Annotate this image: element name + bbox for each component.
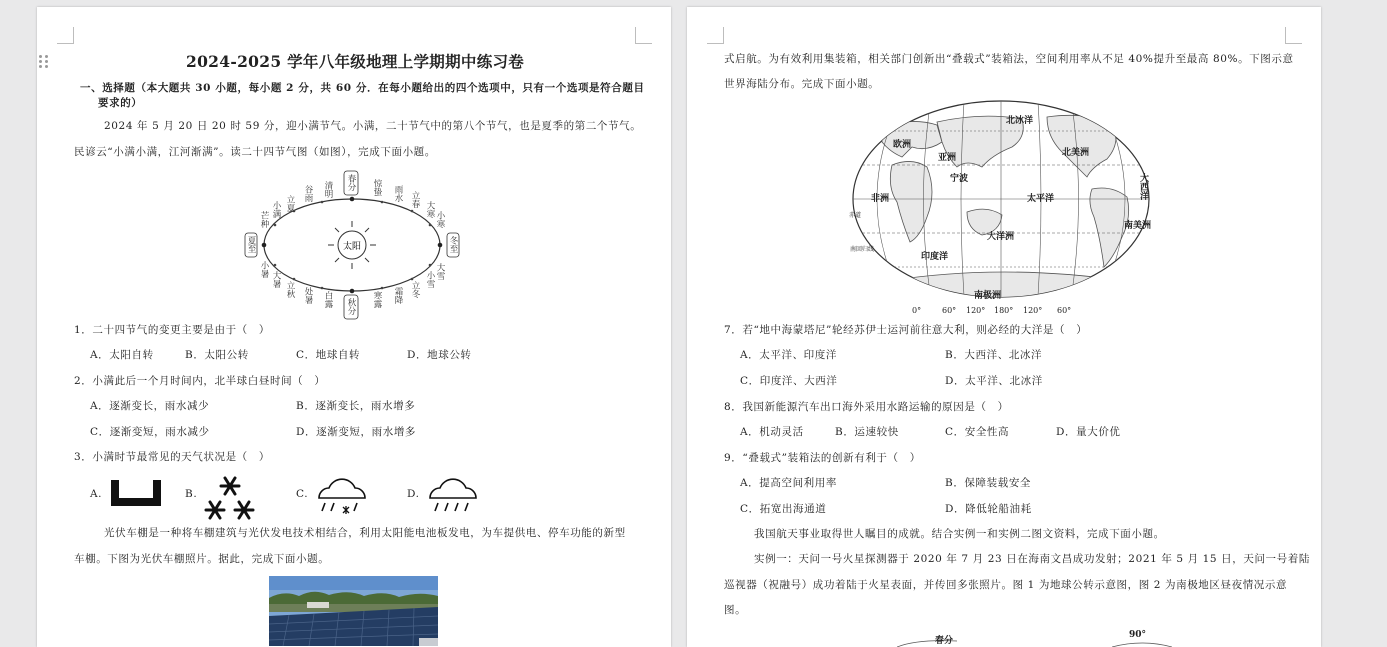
lon-tick: 60°: [942, 306, 957, 315]
lon-tick: 120°: [966, 306, 986, 315]
fig-label: 90°: [1129, 630, 1147, 640]
term-label: 寒露: [372, 291, 382, 308]
option: D．降低轮船油耗: [945, 503, 1032, 515]
term-label-summer-solstice: 夏至: [246, 236, 256, 253]
crop-mark: [635, 27, 652, 44]
option: C．印度洋、大西洋: [740, 375, 838, 387]
term-label-autumn-equinox: 秋分: [346, 298, 356, 315]
page-title: 2024-2025 学年八年级地理上学期期中练习卷: [186, 52, 525, 71]
term-label-winter-solstice: 冬至: [448, 236, 458, 253]
map-label: 大洋洲: [987, 232, 1015, 242]
continuation-text: 世界海陆分布。完成下面小题。: [724, 78, 880, 90]
option: C．逐渐变短，雨水减少: [90, 426, 210, 438]
drag-handle-icon[interactable]: [39, 55, 49, 69]
pv-intro-text: 光伏车棚是一种将车棚建筑与光伏发电技术相结合，利用太阳能电池板发电，为车提供电、停车功能的新型: [104, 527, 626, 539]
term-label: 小寒: [435, 211, 445, 228]
sun-label: 太阳: [342, 242, 362, 252]
lon-tick: 120°: [1023, 306, 1043, 315]
map-label: 南回归线: [850, 246, 875, 253]
example-text: 巡视器（祝融号）成功着陆于火星表面，并传回多张照片。图 1 为地球公转示意图，图 2 为南极地区昼夜情况示意: [724, 579, 1288, 591]
option: D．地球公转: [407, 349, 472, 361]
map-label: 欧洲: [893, 140, 912, 150]
map-label: 赤道: [849, 212, 862, 219]
solar-carport-photo: [269, 576, 438, 646]
option: B．太阳公转: [185, 349, 249, 361]
lon-tick: 0°: [912, 306, 922, 315]
map-label: 宁波: [950, 174, 969, 184]
option: D．太平洋、北冰洋: [945, 375, 1043, 387]
term-label: 惊蛰: [372, 179, 382, 196]
map-label: 大西洋: [1138, 173, 1148, 200]
document-page-1: [37, 7, 671, 647]
orbit-point: [262, 243, 267, 248]
lon-tick: 60°: [1057, 306, 1072, 315]
option: D．逐渐变短，雨水增多: [296, 426, 417, 438]
question-1: 1．二十四节气的变更主要是由于（ ）: [74, 324, 270, 336]
term-label: 谷雨: [303, 185, 313, 202]
orbit-point: [350, 197, 355, 202]
term-label: 白露: [323, 291, 333, 308]
term-label: 小暑: [259, 261, 269, 278]
option: B．逐渐变长，雨水增多: [296, 400, 416, 412]
option: C.: [296, 488, 309, 500]
snowflakes-icon: [202, 475, 258, 523]
pv-intro-text: 车棚。下图为光伏车棚照片。据此，完成下面小题。: [74, 553, 330, 565]
option: A．机动灵活: [740, 426, 804, 438]
crop-mark: [1285, 27, 1302, 44]
option: A．逐渐变长，雨水减少: [90, 400, 210, 412]
option: A．提高空间利用率: [740, 477, 837, 489]
rain-cloud-icon: [424, 476, 480, 520]
term-label: 清明: [323, 181, 333, 198]
longitude-ticks: [912, 306, 1071, 315]
orbit-point: [438, 243, 443, 248]
lon-tick: 180°: [994, 306, 1014, 315]
term-label: 立春: [410, 191, 420, 208]
option: B.: [185, 488, 198, 500]
term-label: 处暑: [303, 287, 313, 304]
intro-text: 民谚云“小满小满，江河渐满”。读二十四节气图（如图），完成下面小题。: [74, 146, 436, 158]
term-label: 立夏: [285, 195, 295, 212]
option: A．太平洋、印度洋: [740, 349, 837, 361]
space-intro-text: 我国航天事业取得世人瞩目的成就。结合实例一和实例二图文资料，完成下面小题。: [754, 528, 1165, 540]
question-7: 7．若“地中海蒙塔尼”轮经苏伊士运河前往意大利，则必经的大洋是（ ）: [724, 324, 1088, 336]
option: A．太阳自转: [90, 349, 154, 361]
section-heading: 一、选择题（本大题共 30 小题，每小题 2 分，共 60 分．在每小题给出的四个选项中，只有一个选项是符合题目: [80, 82, 645, 94]
option: C．地球自转: [296, 349, 361, 361]
option: C．安全性高: [945, 426, 1010, 438]
fig-label: 春分: [935, 636, 954, 646]
option: D．量大价优: [1056, 426, 1121, 438]
option: C．拓宽出海通道: [740, 503, 827, 515]
map-label: 南美洲: [1124, 221, 1152, 231]
map-label: 北美洲: [1062, 148, 1090, 158]
section-heading-cont: 要求的）: [98, 97, 143, 109]
term-label: 立秋: [285, 281, 295, 298]
question-2: 2．小满此后一个月时间内，北半球白昼时间（ ）: [74, 375, 326, 387]
polar-figure-partial: [1112, 639, 1172, 647]
question-8: 8．我国新能源汽车出口海外采用水路运输的原因是（ ）: [724, 401, 1009, 413]
option: A.: [90, 488, 103, 500]
term-label: 小满: [271, 201, 281, 218]
example-text: 图。: [724, 604, 747, 616]
continuation-text: 式启航。为有效利用集装箱，相关部门创新出“叠载式”装箱法，空间利用率从不足 40%提升至最高 80%。下图示意: [724, 53, 1294, 65]
term-label: 小雪: [425, 271, 435, 288]
intro-text: 2024 年 5 月 20 日 20 时 59 分，迎小满节气。小满，二十节气中的第八个节气，也是夏季的第二个节气。: [104, 120, 642, 132]
map-label: 亚洲: [938, 153, 957, 163]
map-label: 北冰洋: [1006, 116, 1034, 126]
map-label: 印度洋: [921, 252, 949, 262]
crop-mark: [57, 27, 74, 44]
term-label: 芒种: [259, 211, 269, 228]
orbit-point: [350, 289, 355, 294]
solar-terms-figure: [242, 165, 467, 325]
question-9: 9．“叠载式”装箱法的创新有利于（ ）: [724, 452, 921, 464]
world-map: [842, 97, 1160, 315]
term-label: 雨水: [393, 185, 403, 202]
option: B．大西洋、北冰洋: [945, 349, 1043, 361]
term-label: 大雪: [435, 263, 445, 280]
option: B．运速较快: [835, 426, 899, 438]
question-3: 3．小满时节最常见的天气状况是（ ）: [74, 451, 270, 463]
option: D.: [407, 488, 420, 500]
option: B．保障装载安全: [945, 477, 1032, 489]
term-label: 大暑: [271, 271, 281, 288]
map-label: 非洲: [871, 194, 890, 204]
term-label-spring-equinox: 春分: [346, 174, 356, 191]
map-label: 南极洲: [974, 291, 1002, 301]
heavy-rain-symbol-icon: [109, 478, 164, 508]
crop-mark: [707, 27, 724, 44]
example-text: 实例一：天问一号火星探测器于 2020 年 7 月 23 日在海南文昌成功发射；2021 年 5 月 15 日，天问一号着陆: [754, 553, 1310, 565]
term-label: 立冬: [410, 281, 420, 298]
document-page-2: [687, 7, 1321, 647]
map-label: 太平洋: [1027, 194, 1055, 204]
term-label: 霜降: [393, 287, 403, 304]
term-label: 大寒: [425, 201, 435, 218]
sleet-cloud-icon: [313, 476, 369, 520]
